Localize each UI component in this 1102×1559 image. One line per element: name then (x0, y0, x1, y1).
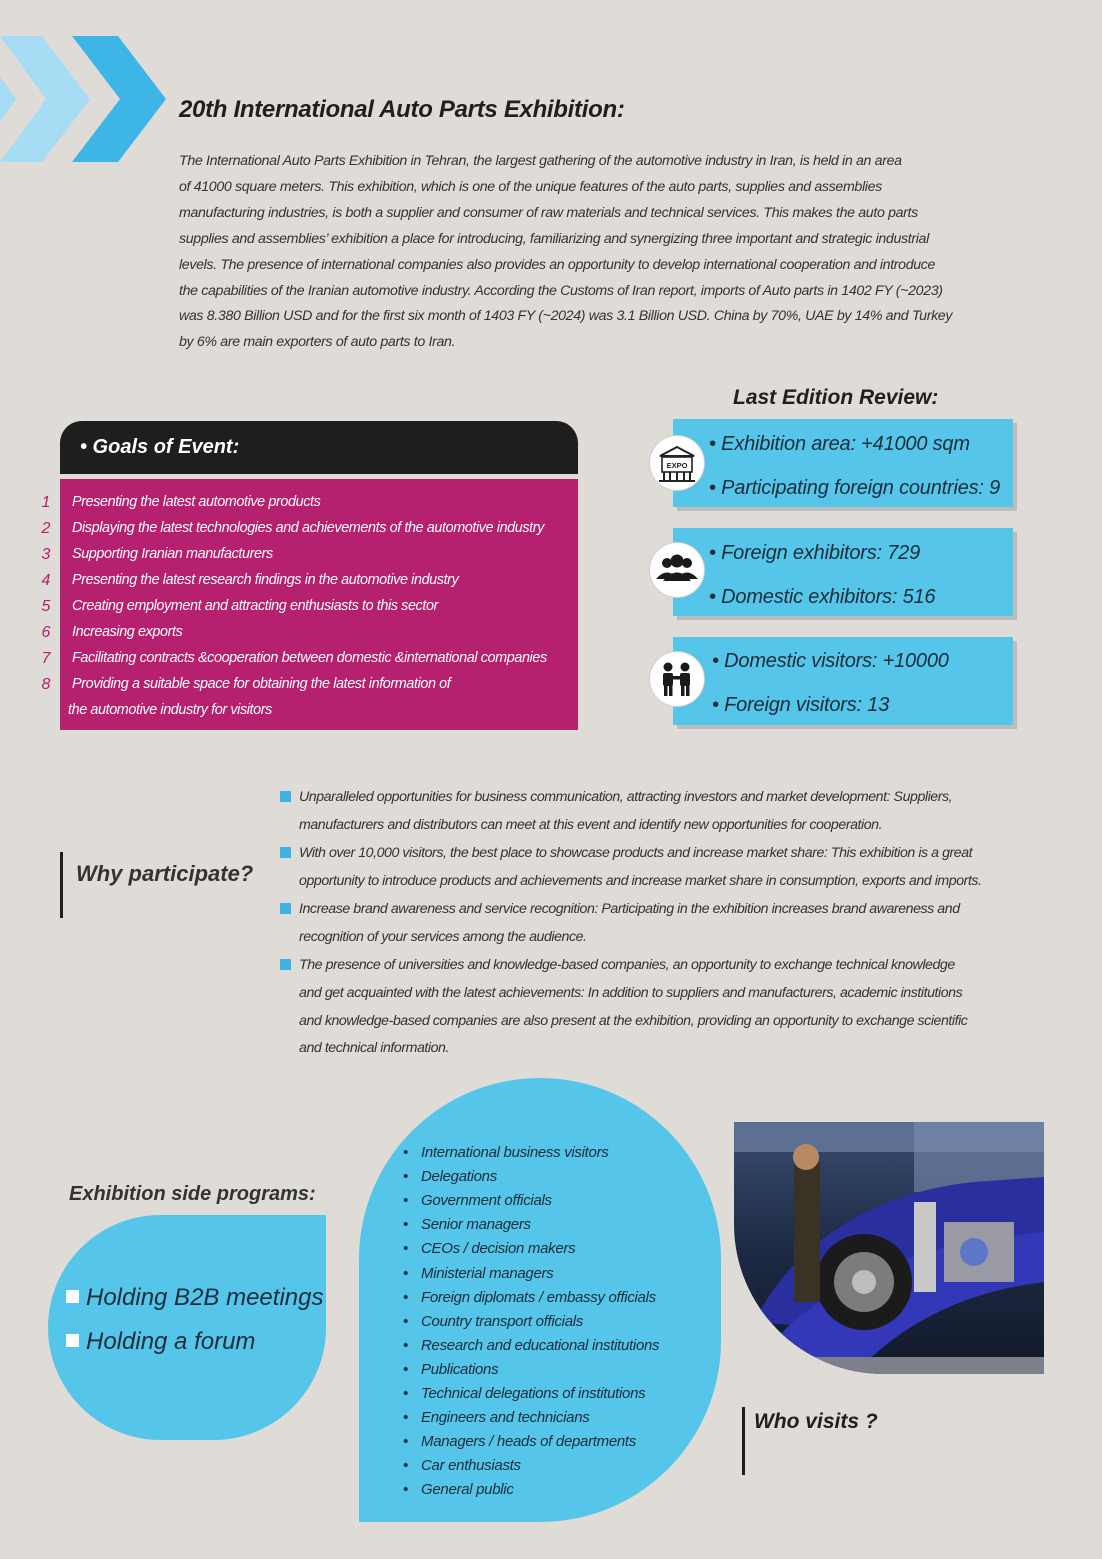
who-visits-title: Who visits ? (754, 1410, 878, 1433)
side-programs-title: Exhibition side programs: (69, 1183, 316, 1205)
visitor-item (403, 1144, 608, 1161)
visitor-bullet: • (403, 1216, 408, 1234)
white-square-bullet (66, 1334, 79, 1347)
page-title: 20th International Auto Parts Exhibition: (179, 96, 625, 123)
visitor-label: Ministerial managers (421, 1264, 554, 1282)
goal-item: Presenting the latest research findings in the automotive industry (72, 572, 459, 588)
goal-number: 2 (41, 520, 51, 537)
goal-item: Presenting the latest automotive products (72, 494, 321, 510)
goal-item: Providing a suitable space for obtaining the latest information of (72, 676, 451, 692)
visitor-bullet: • (403, 1409, 408, 1427)
visitor-item (403, 1192, 552, 1209)
why-line: With over 10,000 visitors, the best place to showcase products and increase market share: This exhibition is a great (299, 845, 973, 861)
visitor-item (403, 1409, 589, 1426)
visitor-item (403, 1289, 656, 1306)
why-line: Unparalleled opportunities for business communication, attracting investors and market development: Suppliers, (299, 789, 953, 805)
visitor-label: Country transport officials (421, 1312, 583, 1330)
stat-foreign-countries: • Participating foreign countries: 9 (709, 477, 1001, 499)
visitor-bullet: • (403, 1264, 408, 1282)
why-line: Increase brand awareness and service recognition: Participating in the exhibition increases brand awareness and (299, 901, 960, 917)
why-title: Why participate? (76, 861, 254, 886)
goal-number: 7 (41, 650, 51, 667)
goal-number: 4 (41, 572, 51, 589)
visitor-item (403, 1216, 531, 1233)
goal-item: Supporting Iranian manufacturers (72, 546, 273, 562)
why-bullet-square (280, 847, 291, 858)
why-item (299, 952, 1031, 1063)
side-program-label: Holding a forum (86, 1328, 256, 1355)
visitor-item (403, 1337, 659, 1354)
why-line: and technical information. (299, 1040, 449, 1057)
why-divider (60, 852, 63, 918)
stat-foreign-visitors: • Foreign visitors: 13 (712, 694, 890, 716)
chevron-arrows-decoration (0, 36, 170, 162)
why-line: The presence of universities and knowledge-based companies, an opportunity to exchange technical knowledge (299, 957, 955, 973)
who-visits-divider (742, 1407, 745, 1475)
visitor-label: International business visitors (421, 1144, 609, 1161)
visitor-bullet: • (403, 1360, 408, 1378)
visitor-label: CEOs / decision makers (421, 1240, 576, 1258)
visitor-bullet: • (403, 1168, 408, 1186)
visitor-label: General public (421, 1481, 514, 1499)
goal-number: 5 (41, 598, 51, 615)
goal-item: Facilitating contracts &cooperation between domestic &international companies (72, 650, 547, 666)
visitor-bullet: • (403, 1457, 408, 1475)
visitors-icon (650, 652, 704, 706)
goal-item: Displaying the latest technologies and achievements of the automotive industry (72, 520, 544, 536)
visitor-item (403, 1361, 498, 1378)
why-item (299, 784, 1031, 840)
intro-paragraph (179, 149, 1017, 356)
intro-line: The International Auto Parts Exhibition in Tehran, the largest gathering of the automotive industry in Iran, is held in an area (179, 153, 902, 169)
visitor-item (403, 1265, 553, 1282)
intro-line: the capabilities of the Iranian automotive industry. According the Customs of Iran report, imports of Auto parts in 1402 FY (~2023) (179, 282, 943, 299)
why-bullet-square (280, 959, 291, 970)
stat-foreign-exhibitors: • Foreign exhibitors: 729 (709, 542, 921, 564)
visitor-item (403, 1385, 645, 1402)
why-bullet-square (280, 903, 291, 914)
visitor-bullet: • (403, 1433, 408, 1451)
visitor-bullet: • (403, 1481, 408, 1499)
visitor-label: Technical delegations of institutions (421, 1385, 646, 1402)
visitor-label: Research and educational institutions (421, 1336, 660, 1354)
goal-item-continuation: the automotive industry for visitors (68, 702, 272, 718)
visitor-item (403, 1168, 497, 1185)
why-bullet-square (280, 791, 291, 802)
visitor-label: Foreign diplomats / embassy officials (421, 1288, 656, 1306)
intro-line: was 8.380 Billion USD and for the first six month of 1403 FY (~2024) was 3.1 Billion USD. China by 70%, UAE by 14% and Turkey (179, 308, 953, 325)
visitor-label: Engineers and technicians (421, 1409, 590, 1427)
side-program-label: Holding B2B meetings (86, 1284, 324, 1311)
why-item (299, 896, 1031, 952)
intro-line: of 41000 square meters. This exhibition, which is one of the unique features of the auto parts, supplies and assemblies (179, 178, 882, 195)
visitor-bullet: • (403, 1312, 408, 1330)
why-line: and knowledge-based companies are also present at the exhibition, providing an opportunity to exchange scientific (299, 1012, 968, 1029)
visitor-label: Managers / heads of departments (421, 1433, 636, 1451)
visitor-bullet: • (403, 1240, 408, 1258)
goal-number: 6 (41, 624, 51, 641)
why-line: manufacturers and distributors can meet at this event and identify new opportunities for cooperation. (299, 816, 883, 833)
goals-title: • Goals of Event: (80, 436, 240, 458)
visitor-item (403, 1240, 575, 1257)
why-line: and get acquainted with the latest achievements: In addition to suppliers and manufacturers, academic institutions (299, 984, 963, 1001)
intro-line: levels. The presence of international companies also provides an opportunity to develop international cooperation and introduce (179, 256, 936, 273)
expo-building-icon (650, 436, 704, 490)
visitor-label: Publications (421, 1360, 499, 1378)
exhibition-car-photo (734, 1122, 1044, 1374)
why-item (299, 840, 1031, 896)
goal-number: 8 (41, 676, 51, 693)
goal-number: 3 (41, 546, 51, 563)
visitor-label: Delegations (421, 1168, 497, 1186)
visitor-item (403, 1481, 514, 1498)
visitor-item (403, 1313, 583, 1330)
expo-icon-label: EXPO (666, 461, 688, 470)
visitor-bullet: • (403, 1288, 408, 1306)
intro-line: manufacturing industries, is both a supplier and consumer of raw materials and technical services. This makes the auto parts (179, 204, 918, 221)
visitor-bullet: • (403, 1144, 408, 1161)
visitor-bullet: • (403, 1192, 408, 1210)
goal-item: Increasing exports (72, 624, 183, 640)
visitor-label: Government officials (421, 1192, 552, 1210)
visitor-item (403, 1457, 521, 1474)
review-title: Last Edition Review: (733, 386, 939, 409)
white-square-bullet (66, 1290, 79, 1303)
side-program-item (66, 1284, 323, 1312)
goal-item: Creating employment and attracting enthusiasts to this sector (72, 598, 438, 614)
visitor-label: Car enthusiasts (421, 1457, 521, 1475)
visitor-item (403, 1433, 636, 1450)
people-group-icon (650, 543, 704, 597)
stat-domestic-exhibitors: • Domestic exhibitors: 516 (709, 586, 936, 608)
goal-number: 1 (41, 494, 51, 511)
visitor-label: Senior managers (421, 1216, 531, 1234)
stat-exhibition-area: • Exhibition area: +41000 sqm (709, 433, 970, 455)
visitor-bullet: • (403, 1385, 408, 1402)
why-line: opportunity to introduce products and achievements and increase market share in consumption, exports and imports. (299, 872, 982, 889)
visitor-bullet: • (403, 1336, 408, 1354)
why-line: recognition of your services among the audience. (299, 928, 587, 945)
stat-domestic-visitors: • Domestic visitors: +10000 (712, 650, 949, 672)
intro-line: supplies and assemblies’ exhibition a place for introducing, familiarizing and synergizing three important and strategic industrial (179, 230, 929, 247)
intro-line: by 6% are main exporters of auto parts to Iran. (179, 334, 456, 351)
side-program-item (66, 1328, 255, 1356)
